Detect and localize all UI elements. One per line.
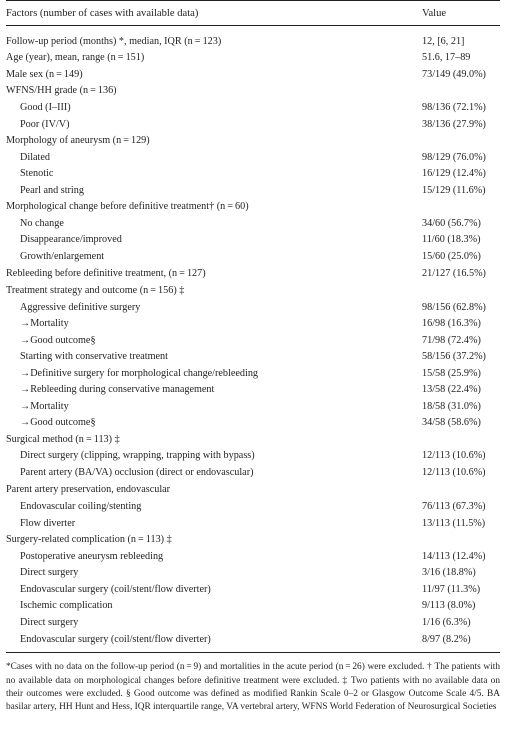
- row-label: Surgical method (n = 113) ‡: [6, 433, 120, 445]
- row-value: 34/60 (56.7%): [422, 217, 481, 229]
- row-value: 12, [6, 21]: [422, 35, 465, 47]
- table-row: [6, 498, 500, 515]
- row-value: 98/129 (76.0%): [422, 151, 486, 163]
- table-row: [6, 99, 500, 116]
- row-value: 1/16 (6.3%): [422, 617, 471, 628]
- table-row: [6, 548, 500, 565]
- row-label: Follow-up period (months) *, median, IQR (n = 123): [6, 35, 222, 47]
- row-label: No change: [20, 217, 64, 229]
- row-label: Morphology of aneurysm (n = 129): [6, 135, 150, 147]
- table-row: [6, 116, 500, 133]
- table-row: [6, 265, 500, 283]
- bottom-rule: [6, 652, 500, 653]
- table-row: [6, 132, 500, 149]
- table-row: [6, 448, 500, 465]
- row-label: Parent artery (BA/VA) occlusion (direct or endovascular): [20, 467, 254, 479]
- table-row: [6, 481, 500, 499]
- table-row: [6, 33, 500, 50]
- table-row: [6, 50, 500, 67]
- row-label: Good (I–III): [20, 101, 71, 113]
- table-row: [6, 165, 500, 182]
- row-label: Age (year), mean, range (n = 151): [6, 52, 145, 64]
- table-row: [6, 315, 500, 332]
- table-row: [6, 614, 500, 631]
- row-label: →Good outcome§: [20, 334, 96, 346]
- row-value: 11/60 (18.3%): [422, 234, 481, 246]
- row-label: Morphological change before definitive treatment† (n = 60): [6, 201, 249, 213]
- row-label: →Rebleeding during conservative management: [20, 384, 215, 396]
- row-value: 14/113 (12.4%): [422, 550, 486, 562]
- row-label: Poor (IV/V): [20, 118, 70, 130]
- row-value: 18/58 (31.0%): [422, 400, 481, 412]
- table-row: [6, 382, 500, 399]
- row-label: Pearl and string: [20, 184, 84, 196]
- row-value: 21/127 (16.5%): [422, 267, 486, 279]
- row-label: Rebleeding before definitive treatment, (n = 127): [6, 267, 206, 279]
- row-label: →Definitive surgery for morphological change/rebleeding: [20, 367, 259, 379]
- table-row: [6, 415, 500, 432]
- table-row: [6, 66, 500, 83]
- table-row: [6, 182, 500, 199]
- row-value: 12/113 (10.6%): [422, 467, 486, 479]
- row-label: Flow diverter: [20, 517, 76, 529]
- row-label: →Good outcome§: [20, 417, 96, 429]
- row-value: 8/97 (8.2%): [422, 633, 471, 645]
- table-row: [6, 515, 500, 532]
- row-label: Stenotic: [20, 168, 54, 180]
- table-row: [6, 332, 500, 349]
- row-label: Treatment strategy and outcome (n = 156) ‡: [6, 285, 185, 297]
- row-label: →Mortality: [20, 400, 69, 412]
- table-header: [6, 1, 500, 25]
- row-value: 58/156 (37.2%): [422, 351, 486, 363]
- row-value: 98/136 (72.1%): [422, 101, 486, 113]
- table-row: [6, 83, 500, 100]
- row-value: 15/58 (25.9%): [422, 367, 481, 379]
- row-label: Disappearance/improved: [20, 234, 122, 246]
- table-row: [6, 282, 500, 299]
- header-value: Value: [422, 7, 447, 19]
- table-row: [6, 598, 500, 615]
- row-label: Endovascular surgery (coil/stent/flow diverter): [20, 583, 211, 595]
- table-row: [6, 581, 500, 598]
- paper-table: [6, 0, 500, 714]
- table-row: [6, 565, 500, 582]
- row-value: 15/129 (11.6%): [422, 184, 486, 196]
- row-value: 51.6, 17–89: [422, 52, 471, 64]
- header-factor: Factors (number of cases with available data): [6, 7, 199, 19]
- row-value: 12/113 (10.6%): [422, 450, 486, 462]
- row-label: Endovascular surgery (coil/stent/flow diverter): [20, 633, 211, 645]
- table-row: [6, 348, 500, 365]
- row-label: Endovascular coiling/stenting: [20, 501, 142, 513]
- row-label: Postoperative aneurysm rebleeding: [20, 550, 164, 562]
- row-label: Dilated: [20, 151, 50, 163]
- table-row: [6, 232, 500, 249]
- row-value: 71/98 (72.4%): [422, 334, 481, 346]
- row-label: Parent artery preservation, endovascular: [6, 484, 171, 496]
- row-value: 11/97 (11.3%): [422, 583, 481, 595]
- table-row: [6, 215, 500, 232]
- row-label: Direct surgery: [20, 617, 79, 628]
- table-row: [6, 149, 500, 166]
- row-value: 34/58 (58.6%): [422, 417, 481, 429]
- row-value: 98/156 (62.8%): [422, 301, 486, 313]
- row-label: Starting with conservative treatment: [20, 351, 168, 363]
- table-body: [6, 33, 500, 647]
- row-value: 16/98 (16.3%): [422, 318, 481, 330]
- table-row: [6, 398, 500, 415]
- table-row: [6, 532, 500, 549]
- row-label: Male sex (n = 149): [6, 68, 83, 80]
- row-value: 15/60 (25.0%): [422, 250, 481, 262]
- row-value: 13/113 (11.5%): [422, 517, 486, 529]
- table-row: [6, 299, 500, 316]
- table-row: [6, 365, 500, 382]
- table-row: [6, 631, 500, 648]
- table-row: [6, 431, 500, 448]
- row-value: 38/136 (27.9%): [422, 118, 486, 130]
- table-footnote: [6, 661, 500, 714]
- row-label: Ischemic complication: [20, 600, 113, 612]
- row-value: 13/58 (22.4%): [422, 384, 481, 396]
- row-label: Aggressive definitive surgery: [20, 301, 141, 313]
- row-value: 3/16 (18.8%): [422, 567, 476, 579]
- row-value: 16/129 (12.4%): [422, 168, 486, 180]
- row-label: WFNS/HH grade (n = 136): [6, 85, 117, 97]
- row-label: Direct surgery: [20, 567, 79, 579]
- table-row: [6, 248, 500, 265]
- table-row: [6, 464, 500, 481]
- row-value: 73/149 (49.0%): [422, 68, 486, 80]
- row-label: →Mortality: [20, 318, 69, 330]
- footnote-text: *Cases with no data on the follow-up period (n = 9) and mortalities in the acute period (n = 26) were excluded. † The patients with no available data on morphological changes before definitive treatment were excluded. ‡ Two patients with no available data on their outcomes were excluded. § Good outcome was defined as modified Rankin Scale 0–2 or Glasgow Outcome Scale 4/5. BA basilar artery, HH Hunt and Hess, IQR interquartile range, VA vertebral artery, WFNS World Federation of Neurosurgical Societies: [6, 662, 500, 712]
- row-label: Surgery-related complication (n = 113) ‡: [6, 534, 172, 546]
- row-value: 76/113 (67.3%): [422, 501, 486, 513]
- table-row: [6, 198, 500, 215]
- row-label: Growth/enlargement: [20, 250, 105, 262]
- row-label: Direct surgery (clipping, wrapping, trapping with bypass): [20, 450, 255, 462]
- row-value: 9/113 (8.0%): [422, 600, 476, 612]
